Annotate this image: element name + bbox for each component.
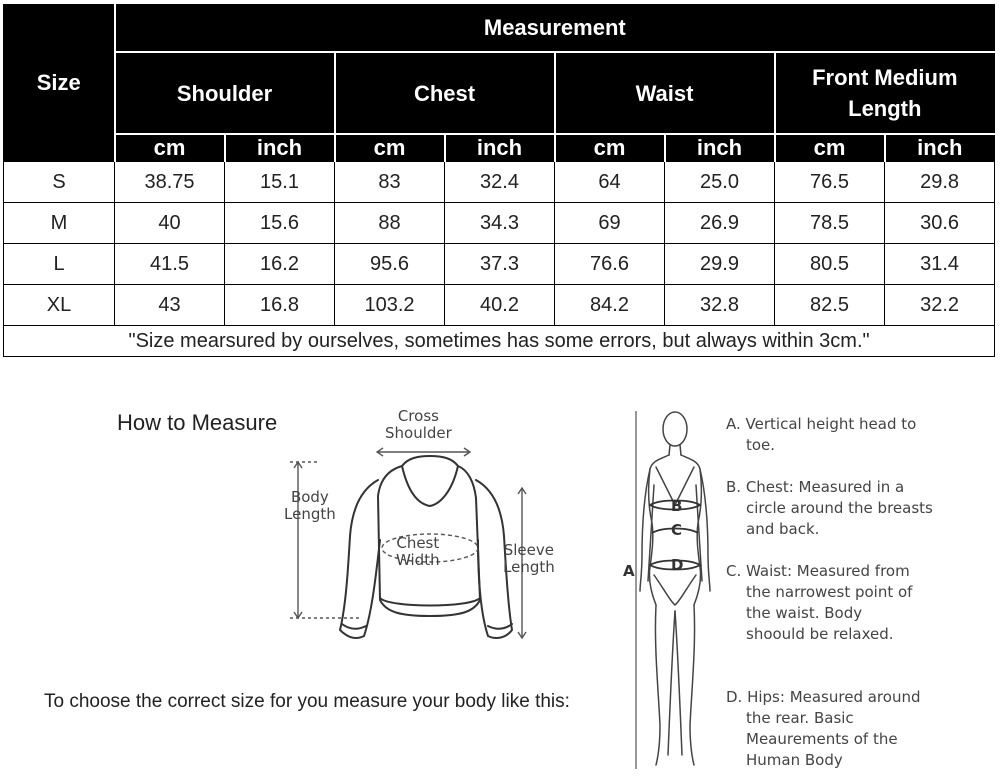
table-cell: 43: [115, 285, 225, 326]
cross-shoulder-label-line1: Cross: [397, 407, 439, 425]
table-cell: 40.2: [445, 285, 555, 326]
description-c: [726, 561, 996, 645]
cross-shoulder-label-line2: Shoulder: [385, 424, 452, 442]
measure-instruction: To choose the correct size for you measure your body like this:: [44, 691, 570, 712]
chest-width-label-line2: Width: [396, 551, 440, 569]
group-header-front-medium-length: Front Medium Length: [775, 52, 995, 134]
sleeve-length-label: [503, 542, 555, 576]
table-cell: 34.3: [445, 203, 555, 244]
unit-header: cm: [115, 134, 225, 162]
group-header-waist: Waist: [555, 52, 775, 134]
size-table: [3, 4, 995, 357]
table-cell: 25.0: [665, 162, 775, 203]
table-row: [4, 162, 995, 203]
table-cell: 38.75: [115, 162, 225, 203]
table-cell: 15.1: [225, 162, 335, 203]
table-cell: 29.8: [885, 162, 995, 203]
table-cell: 41.5: [115, 244, 225, 285]
description-a-text: A. Vertical height head to toe.: [726, 415, 917, 454]
description-b: [726, 477, 996, 540]
table-cell: 95.6: [335, 244, 445, 285]
chest-width-label: [396, 535, 440, 569]
body-letter-b: B: [671, 497, 683, 515]
table-cell: 78.5: [775, 203, 885, 244]
description-d-text: D. Hips: Measured around the rear. Basic Meaurements of the Human Body: [726, 688, 921, 769]
table-cell: 30.6: [885, 203, 995, 244]
measurement-header: Measurement: [115, 5, 995, 53]
table-row: [4, 244, 995, 285]
unit-header: inch: [885, 134, 995, 162]
table-cell: 83: [335, 162, 445, 203]
unit-header: inch: [665, 134, 775, 162]
group-header-shoulder: Shoulder: [115, 52, 335, 134]
size-column-header: Size: [4, 5, 115, 162]
cross-shoulder-label: [385, 408, 452, 442]
description-b-text: B. Chest: Measured in a circle around the breasts and back.: [726, 478, 933, 538]
table-cell: 32.4: [445, 162, 555, 203]
table-cell: 16.8: [225, 285, 335, 326]
table-cell: 15.6: [225, 203, 335, 244]
body-length-label-line2: Length: [284, 505, 336, 523]
table-cell: 32.2: [885, 285, 995, 326]
unit-header: inch: [445, 134, 555, 162]
table-cell: 88: [335, 203, 445, 244]
size-cell: L: [4, 244, 115, 285]
table-row: [4, 285, 995, 326]
table-cell: 84.2: [555, 285, 665, 326]
table-cell: 82.5: [775, 285, 885, 326]
size-cell: M: [4, 203, 115, 244]
unit-header: cm: [555, 134, 665, 162]
description-d: [726, 687, 996, 771]
table-cell: 69: [555, 203, 665, 244]
table-cell: 32.8: [665, 285, 775, 326]
body-letter-c: C: [671, 521, 683, 539]
unit-header: inch: [225, 134, 335, 162]
table-cell: 103.2: [335, 285, 445, 326]
unit-header: cm: [775, 134, 885, 162]
description-c-text: C. Waist: Measured from the narrowest point of the waist. Body shoould be relaxed.: [726, 562, 913, 643]
table-cell: 76.6: [555, 244, 665, 285]
body-length-label-line1: Body: [290, 488, 329, 506]
body-letter-a: A: [623, 562, 635, 580]
group-header-chest: Chest: [335, 52, 555, 134]
table-cell: 64: [555, 162, 665, 203]
table-cell: 26.9: [665, 203, 775, 244]
table-cell: 29.9: [665, 244, 775, 285]
table-cell: 16.2: [225, 244, 335, 285]
body-length-label: [284, 489, 336, 523]
table-cell: 40: [115, 203, 225, 244]
size-cell: S: [4, 162, 115, 203]
size-cell: XL: [4, 285, 115, 326]
body-letter-d: D: [671, 556, 684, 574]
sleeve-length-label-line1: Sleeve: [503, 541, 554, 559]
table-note: "Size mearsured by ourselves, sometimes has some errors, but always within 3cm.": [4, 326, 995, 357]
human-body-diagram: [630, 405, 720, 775]
how-to-measure-title: How to Measure: [117, 410, 278, 435]
unit-header: cm: [335, 134, 445, 162]
table-cell: 37.3: [445, 244, 555, 285]
table-cell: 80.5: [775, 244, 885, 285]
table-cell: 76.5: [775, 162, 885, 203]
table-cell: 31.4: [885, 244, 995, 285]
sleeve-length-label-line2: Length: [503, 558, 555, 576]
description-a: [726, 414, 996, 456]
chest-width-label-line1: Chest: [396, 534, 440, 552]
table-row: [4, 203, 995, 244]
